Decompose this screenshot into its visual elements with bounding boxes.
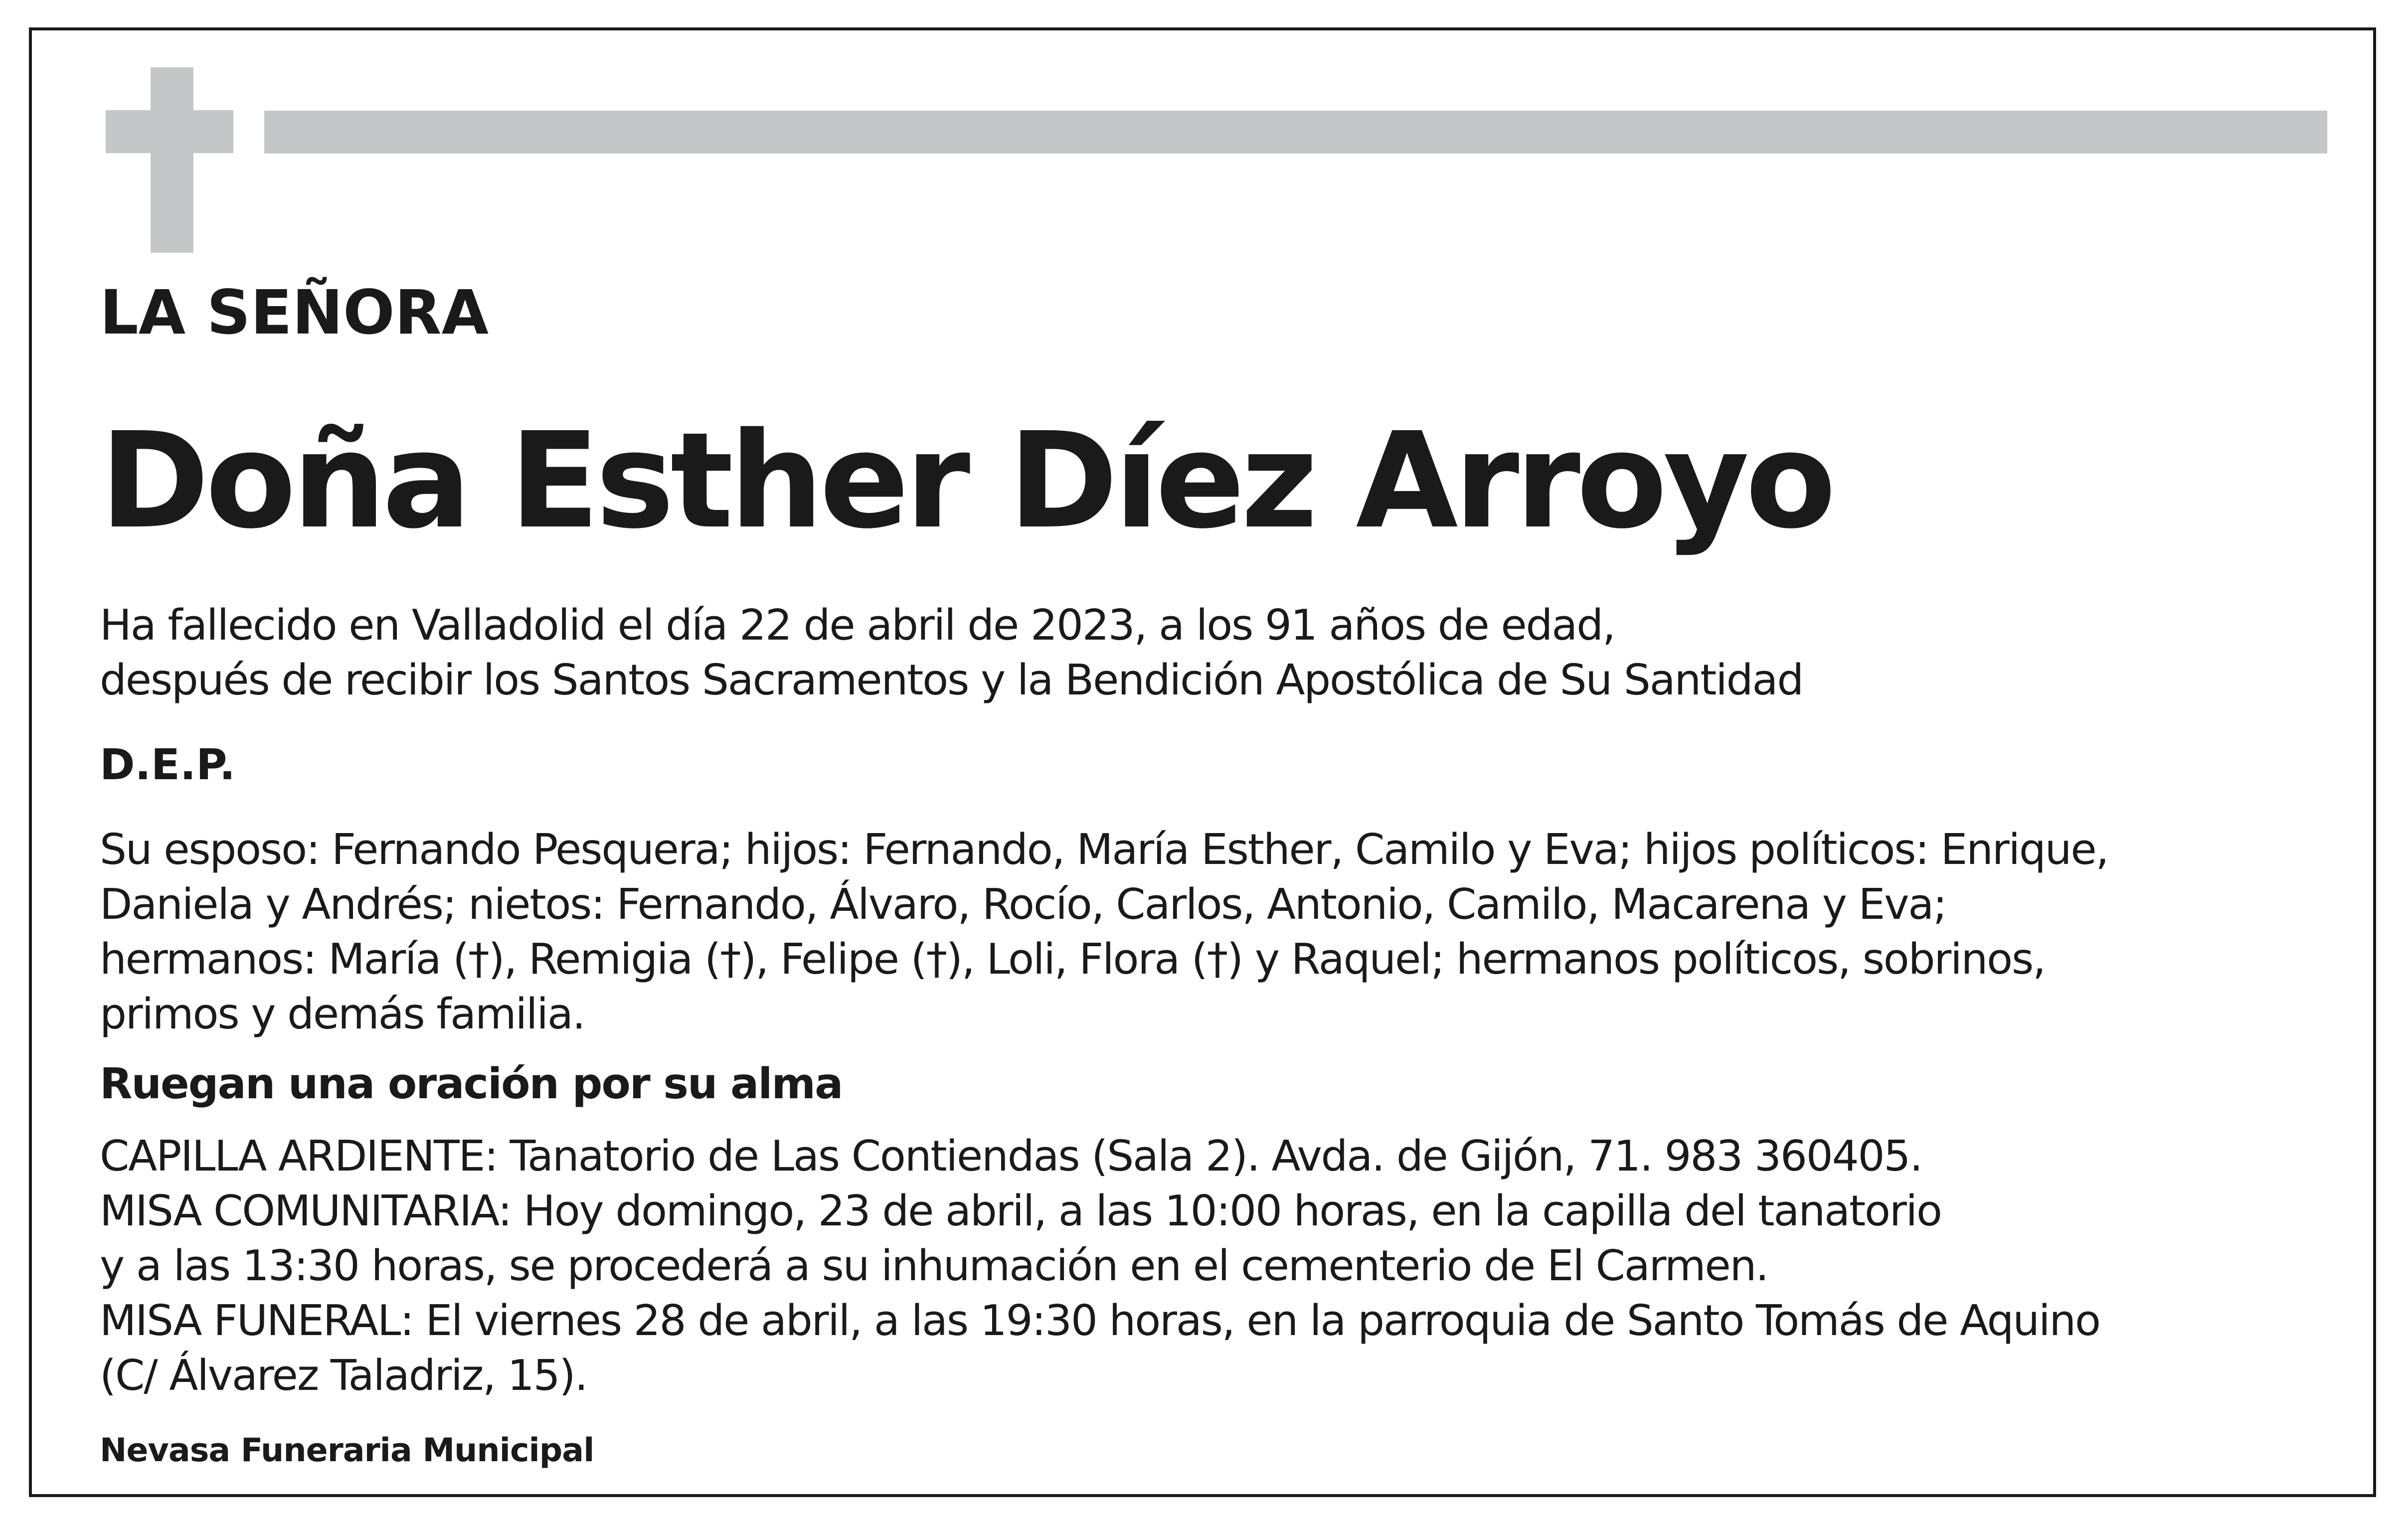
- title-prefix: LA SEÑORA: [100, 277, 489, 348]
- latin-cross-icon: [106, 67, 233, 253]
- deceased-name: Doña Esther Díez Arroyo: [100, 404, 1832, 558]
- announcement-line: Ha fallecido en Valladolid el día 22 de abril de 2023, a los 91 años de edad,: [100, 601, 1615, 650]
- family-text: [100, 823, 2108, 1042]
- services-line: MISA FUNERAL: El viernes 28 de abril, a las 19:30 horas, en la parroquia de Santo Tomás de Aquino: [100, 1296, 2100, 1346]
- services-line: y a las 13:30 horas, se procederá a su inhumación en el cementerio de El Carmen.: [100, 1241, 1768, 1291]
- dep-label: D.E.P.: [100, 740, 236, 790]
- cross-vertical-beam: [151, 67, 193, 253]
- family-line: Daniela y Andrés; nietos: Fernando, Álvaro, Rocío, Carlos, Antonio, Camilo, Macarena y Eva;: [100, 880, 1946, 929]
- family-line: hermanos: María (†), Remigia (†), Felipe (†), Loli, Flora (†) y Raquel; hermanos políticos, sobrinos,: [100, 935, 2045, 984]
- prayer-request: Ruegan una oración por su alma: [100, 1059, 843, 1109]
- services-text: [100, 1129, 2100, 1403]
- services-line: CAPILLA ARDIENTE: Tanatorio de Las Contiendas (Sala 2). Avda. de Gijón, 71. 983 360405.: [100, 1132, 1922, 1181]
- header-bar: [264, 111, 2327, 154]
- services-line: MISA COMUNITARIA: Hoy domingo, 23 de abril, a las 10:00 horas, en la capilla del tanatorio: [100, 1187, 1941, 1236]
- family-line: Su esposo: Fernando Pesquera; hijos: Fernando, María Esther, Camilo y Eva; hijos políticos: Enrique,: [100, 825, 2108, 874]
- services-line: (C/ Álvarez Taladriz, 15).: [100, 1351, 587, 1400]
- funeral-home-name: Nevasa Funeraria Municipal: [100, 1432, 594, 1469]
- announcement-line: después de recibir los Santos Sacramentos y la Bendición Apostólica de Su Santidad: [100, 656, 1803, 705]
- announcement-text: [100, 598, 1803, 708]
- cross-horizontal-beam: [106, 110, 233, 153]
- family-line: primos y demás familia.: [100, 990, 585, 1039]
